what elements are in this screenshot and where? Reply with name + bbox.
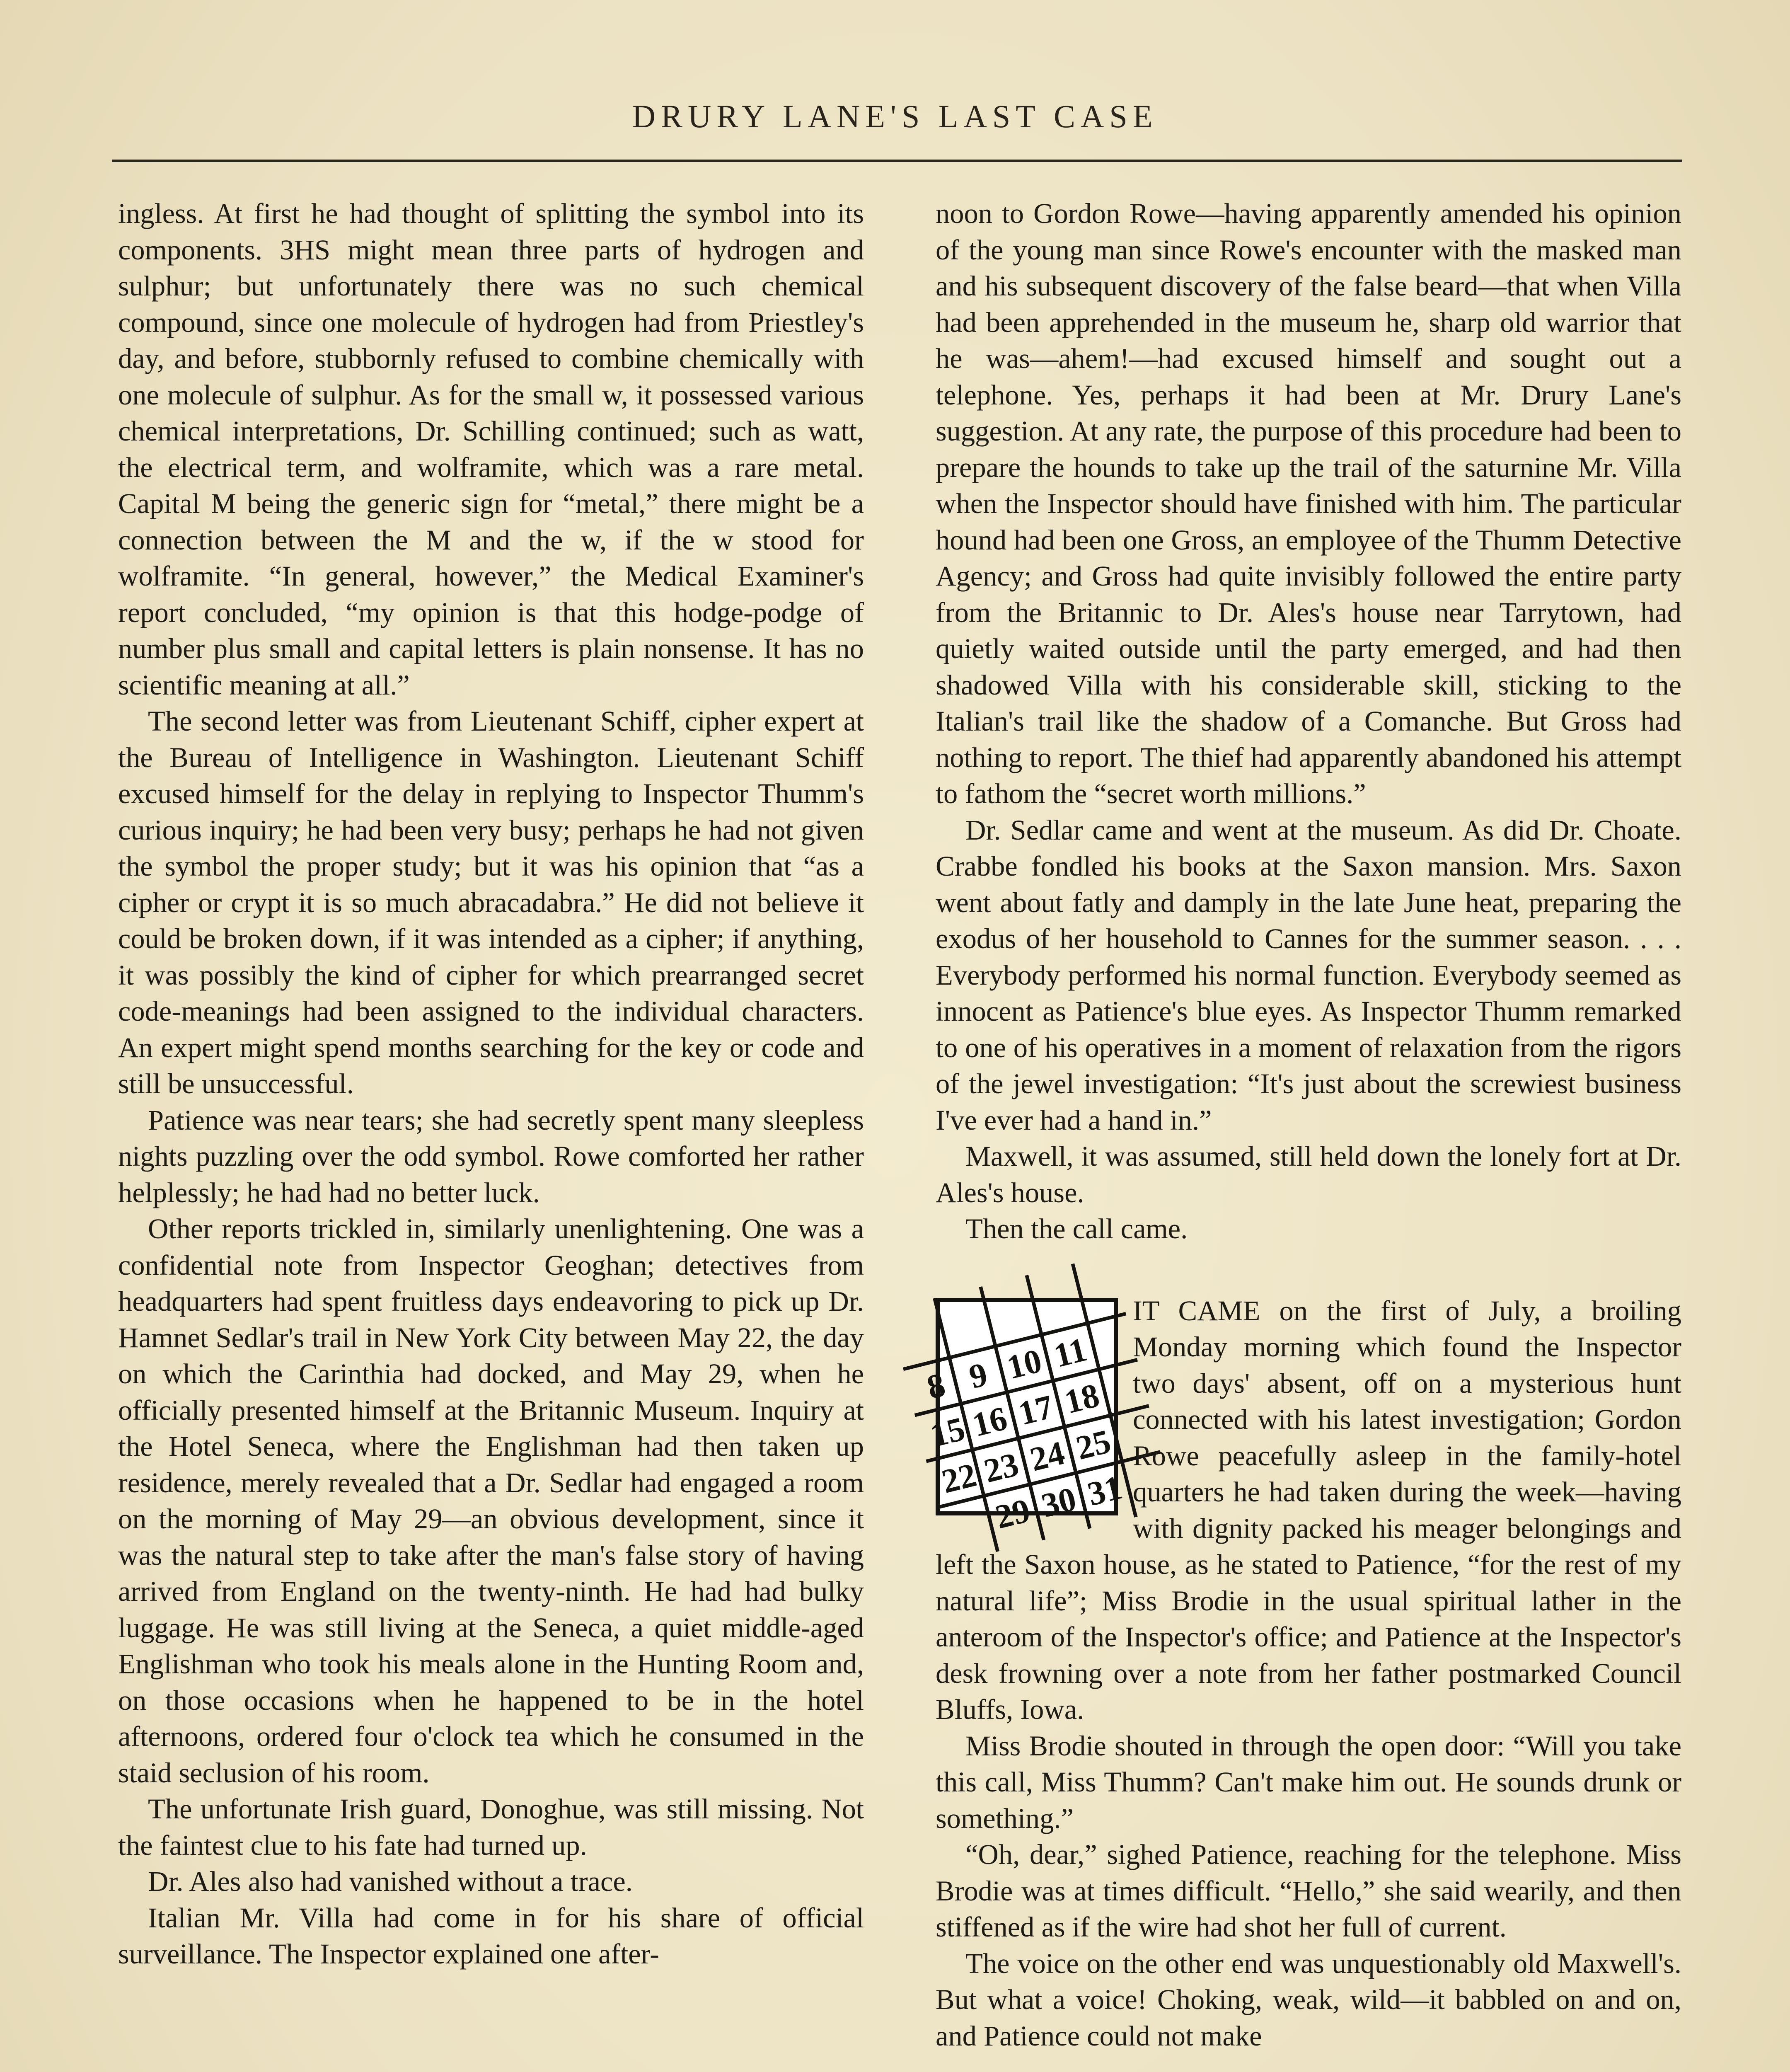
right-column (923, 196, 1681, 2054)
calendar-number: 29 (992, 1491, 1034, 1536)
calendar-number: 30 (1038, 1479, 1080, 1525)
calendar-number: 16 (968, 1399, 1011, 1444)
calendar-number: 24 (1026, 1433, 1069, 1479)
calendar-number: 31 (1084, 1468, 1126, 1513)
paragraph: “Oh, dear,” sighed Patience, reaching for the telephone. Miss Brodie was at times difficult. “Hello,” she said wearily, and then stiffened as if the wire had shot her full of current. (936, 1839, 1681, 1943)
paragraph: Then the call came. (965, 1213, 1188, 1244)
paragraph: Dr. Ales also had vanished without a trace. (148, 1866, 633, 1897)
calendar-icon (923, 1298, 1126, 1536)
paragraph: The voice on the other end was unquestionably old Maxwell's. But what a voice! Choking, weak, wild—it babbled on and on, and Patience could not make (936, 1947, 1681, 2052)
section-opening (923, 1293, 1681, 1728)
paragraph: The unfortunate Irish guard, Donoghue, was still missing. Not the faintest clue to his fate had turned up. (118, 1793, 864, 1861)
paragraph: noon to Gordon Rowe—having apparently amended his opinion of the young man since Rowe's encounter with the masked man and his subsequent discovery of the false beard—that when Villa had been apprehended in the museum he, sharp old warrior that he was—ahem!—had excused himself and sought out a telephone. Yes, perhaps it had been at Mr. Drury Lane's suggestion. At any rate, the purpose of this procedure had been to prepare the hounds to take up the trail of the saturnine Mr. Villa when the Inspector should have finished with him. The particular hound had been one Gross, an employee of the Thumm Detective Agency; and Gross had quite invisibly followed the entire party from the Britannic to Dr. Ales's house near Tarrytown, had quietly waited outside until the party emerged, and had then shadowed Villa with his considerable skill, sticking to the Italian's trail like the shadow of a Comanche. But Gross had nothing to report. The thief had apparently abandoned his attempt to fathom the “secret worth millions.” (936, 198, 1681, 809)
left-column (118, 196, 864, 1973)
paragraph: Miss Brodie shouted in through the open door: “Will you take this call, Miss Thumm? Can't make him out. He sounds drunk or something.” (936, 1730, 1681, 1834)
paragraph: Other reports trickled in, similarly unenlightening. One was a confidential note from Inspector Geoghan; detectives from headquarters had spent fruitless days endeavoring to pick up Dr. Hamnet Sedlar's trail in New York City between May 22, the day on which the Carinthia had docked, and May 29, when he officially presented himself at the Britannic Museum. Inquiry at the Hotel Seneca, where the Englishman had then taken up residence, merely revealed that a Dr. Sedlar had engaged a room on the morning of May 29—an obvious development, since it was the natural step to take after the man's false story of having arrived from England on the twenty-ninth. He had had bulky luggage. He was still living at the Seneca, a quiet middle-aged Englishman who took his meals alone in the Hunting Room and, on those occasions when he happened to be in the hotel afternoons, ordered four o'clock tea which he consumed in the staid seclusion of his room. (118, 1213, 864, 1789)
paragraph: Patience was near tears; she had secretly spent many sleepless nights puzzling over the odd symbol. Rowe comforted her rather helplessly; he had had no better luck. (118, 1104, 864, 1208)
paragraph: Dr. Sedlar came and went at the museum. As did Dr. Choate. Crabbe fondled his books at the Saxon mansion. Mrs. Saxon went about fatly and damply in the late June heat, preparing the exodus of her household to Cannes for the summer season. . . . Everybody performed his normal function. Everybody seemed as innocent as Patience's blue eyes. As Inspector Thumm remarked to one of his operatives in a moment of relaxation from the rigors of the jewel investigation: “It's just about the screwiest business I've ever had a hand in.” (936, 814, 1681, 1136)
calendar-number: 23 (980, 1445, 1023, 1490)
calendar-number: 22 (938, 1455, 980, 1501)
paragraph: IT CAME on the first of July, a broiling Monday morning which found the Inspector two days' absent, off on a mysterious hunt connected with his latest investigation; Gordon Rowe peacefully asleep in the family-hotel quarters he had taken during the week—having with dignity packed his meager belongings and left the Saxon house, as he stated to Patience, “for the rest of my natural life”; Miss Brodie in the usual spiritual lather in the anteroom of the Inspector's office; and Patience at the Inspector's desk frowning over a note from her father postmarked Council Bluffs, Iowa. (936, 1295, 1681, 1725)
paragraph: Italian Mr. Villa had come in for his share of official surveillance. The Inspector explained one after- (118, 1902, 864, 1970)
calendar-number: 8 (923, 1365, 949, 1406)
calendar-number: 9 (965, 1355, 991, 1396)
paragraph: ingless. At first he had thought of splitting the symbol into its components. 3HS might mean three parts of hydrogen and sulphur; but unfortunately there was no such chemical compound, since one molecule of hydrogen had from Priestley's day, and before, stubbornly refused to combine chemically with one molecule of sulphur. As for the small w, it possessed various chemical interpretations, Dr. Schilling continued; such as watt, the electrical term, and wolframite, which was a rare metal. Capital M being the generic sign for “metal,” there might be a connection between the M and the w, if the w stood for wolframite. “In general, however,” the Medical Examiner's report concluded, “my opinion is that this hodge-podge of number plus small and capital letters is plain nonsense. It has no scientific meaning at all.” (118, 198, 864, 701)
calendar-number: 25 (1072, 1422, 1115, 1467)
calendar-number: 11 (1050, 1330, 1091, 1375)
paragraph: Maxwell, it was assumed, still held down the lonely fort at Dr. Ales's house. (936, 1140, 1681, 1208)
calendar-number: 10 (1003, 1341, 1045, 1386)
calendar-number: 17 (1014, 1387, 1057, 1433)
calendar-number: 15 (926, 1409, 969, 1455)
calendar-number: 18 (1061, 1376, 1103, 1421)
header-rule (112, 160, 1682, 162)
running-title: DRURY LANE'S LAST CASE (632, 98, 1158, 134)
paragraph: The second letter was from Lieutenant Schiff, cipher expert at the Bureau of Intelligence in Washington. Lieutenant Schiff excused himself for the delay in replying to Inspector Thumm's curious inquiry; he had been very busy; perhaps he had not given the symbol the proper study; but it was his opinion that “as a cipher or crypt it is so much abracadabra.” He did not believe it could be broken down, if it was intended as a cipher; if anything, it was possibly the kind of cipher for which prearranged secret code-meanings had been assigned to the individual characters. An expert might spend months searching for the key or code and still be unsuccessful. (118, 705, 864, 1099)
